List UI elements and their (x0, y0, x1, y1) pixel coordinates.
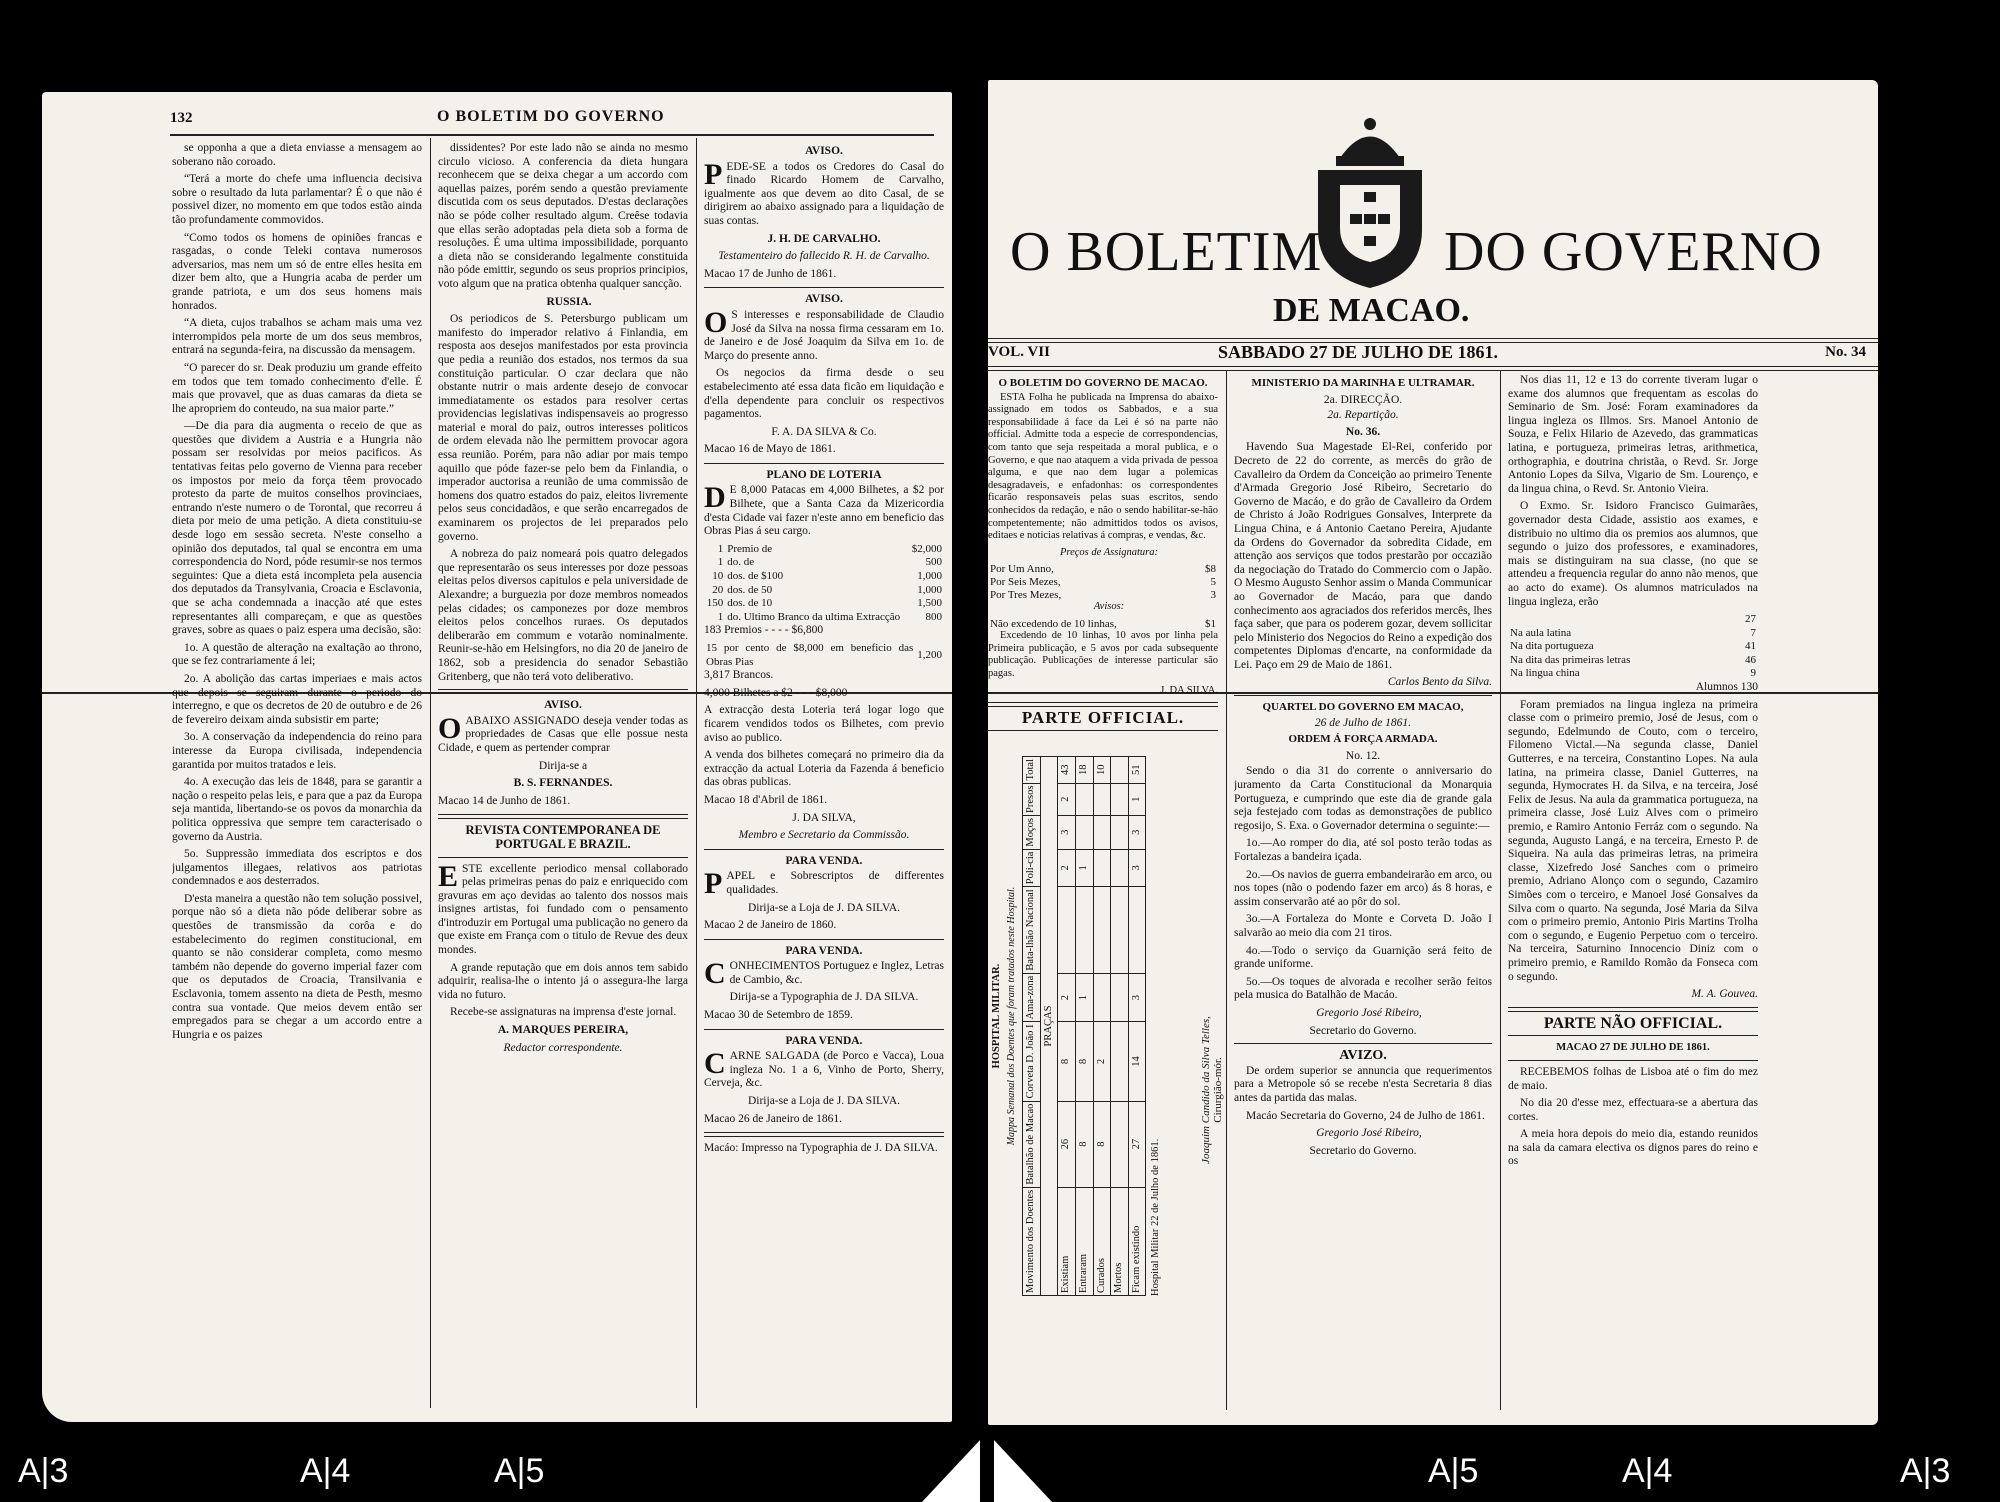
column-rule (696, 138, 697, 1408)
right-page (988, 80, 1878, 1425)
column-rule (1226, 370, 1227, 1410)
article-column-2 (438, 142, 688, 1412)
price-row: Por Seis Mezes, 5 (990, 575, 1216, 588)
article-column-1 (172, 142, 422, 1412)
hospital-row: Entraram 8 8 1 1 18 (1075, 756, 1093, 1295)
header-rule (170, 134, 934, 136)
paragraph: 2o. A abolição das cartas imperiaes e mais actos que depois se seguiram durante o periodo do interregno, e que os decretos de 20 de outubro e de 26 de fevereiro deixam ainda subsistir em parte; (172, 672, 422, 726)
film-label: A|5 (494, 1452, 545, 1490)
issue-date: SABBADO 27 DE JULHO DE 1861. (1218, 342, 1499, 362)
paragraph: “A dieta, cujos trabalhos se acham mais uma vez interrompidos pela morte de um dos seus membros, entrará na segunda-feira, na discussão da mensagem. (172, 317, 422, 357)
volume: VOL. VII (988, 344, 1050, 360)
paragraph: RECEBEMOS folhas de Lisboa até o fim do mez de maio. (1508, 1065, 1758, 1092)
plano-loteria: PLANO DE LOTERIA D E 8,000 Patacas em 4,000 Bilhetes, a $2 por Bilhete, que a Santa Caza da Mizericordia d'esta Cidade vai fazer n'este anno em beneficio das Obras Pias á seu cargo. 1 Premio de $2,000 1 do. de 500 10 dos. de $100 1,000 20 dos. de 50 1,000 150 dos. de 10 1,500 1 do. Ultimo Branco da ultima Extracção 800 183 Premios - - - - $6,800 15 por cento de $8,000 em beneficio das Obras Pias 1,200 3,817 Brancos. 4,000 Bilhetes a $2 - - - $8,000 A extracção desta Loteria terá logar logo que ficarem vendidos todos os Bilhetes, com previo aviso ao publico. A venda dos bilhetes começará no primeiro dia da extracção da actual Loteria da Fazenda á beneficio das obras publicas. Macao 18 d'Abril de 1861. J. DA SILVA, Membro e Secretario da Commissão. (704, 468, 944, 842)
price-row: Por Tres Mezes, 3 (990, 588, 1216, 601)
hospital-row: Ficam existindo 27 14 3 3 3 1 51 (1128, 756, 1146, 1295)
column-rule (430, 138, 431, 1408)
masthead-left: O BOLETIM (1010, 221, 1323, 283)
paragraph: A meia hora depois do meio dia, estando reunidos na sala da camara electiva os dignos pares do reino e os (1508, 1128, 1758, 1168)
film-label: A|3 (1900, 1452, 1951, 1490)
paragraph: “O parecer do sr. Deak produziu um grande effeito em todos que tem tomado conhecimento d'elle. É mais que provavel, que as duas camaras da dieta se lhe apropriem do conteudo, na sua maior parte.” (172, 361, 422, 415)
masthead-right: DO GOVERNO (1444, 221, 1823, 283)
students-row: Na lingua china 9 (1510, 667, 1756, 680)
film-label: A|4 (1622, 1452, 1673, 1490)
left-page (42, 92, 952, 1422)
paragraph: 4o. A execução das leis de 1848, para se garantir a nação o respeito pelas leis, e para que a paz da Europa seja mantida, libertando-se os povos da monarchia da politica oppressiva que sempre tem caracterisado o governo da Austria. (172, 776, 422, 843)
parte-nao-official-heading: PARTE NÃO OFFICIAL. (1543, 1014, 1723, 1032)
venda-papel: PARA VENDA. P APEL e Sobrescriptos de differentes qualidades. Dirija-se a Loja de J. DA SILVA. Macao 2 de Janeiro de 1860. (704, 854, 944, 932)
students-row: Na aula latina 7 (1510, 626, 1756, 639)
parte-official-heading: PARTE OFFICIAL. (1021, 708, 1185, 728)
paragraph: O Exmo. Sr. Isidoro Francisco Guimarães, governador desta Cidade, assistio aos exames, e distribuio no ultimo dia os premios aos alumnos, que segundo o juizo dos professores, e examinadores, mais se distinguiram na sua classe, (no que se attendeu a frequencia regular do anno não menos, que ao acto do exame). Os alumnos matriculados na lingua ingleza, erão (1508, 500, 1758, 608)
paragraph: dissidentes? Por este lado não se ainda no mesmo circulo vicioso. A conferencia da dieta hungara reconhecem que se deixa chegar a um accordo com aquellas paizes, porém sendo a questão previamente discutida com os seus deputados. D'estas declarações não se póde colher resultado algum. Creêse todavia que ellas serão adoptadas pela dieta sob a forma de resoluções. É uma ultima impossibilidade, porquanto a dieta não se considerando legalmente constituida não póde emittir, segundo os seus proprios principios, voto algum que na pratica obtenha qualquer sancção. (438, 142, 688, 290)
prize-row: 20 dos. de 50 1,000 (712, 583, 942, 596)
coat-of-arms-icon (1310, 110, 1430, 290)
venda-conhecimentos: PARA VENDA. C ONHECIMENTOS Portuguez e Inglez, Letras de Cambio, &c. Dirija-se a Typographia de J. DA SILVA. Macao 30 de Setembro de 1859. (704, 944, 944, 1022)
students-row: 27 (1745, 613, 1756, 626)
prize-row: 1 do. de 500 (717, 556, 942, 569)
doctor-role: Cirurgião-mór. (1212, 1057, 1224, 1123)
paragraph: se opponha a que a dieta enviasse a mensagem ao soberano não coroado. (172, 142, 422, 168)
official-column: MINISTERIO DA MARINHA E ULTRAMAR. 2a. DIRECÇÃO. 2a. Repartição. No. 36. Havendo Sua Magestade El-Rei, conferido por Decreto de 22 do corrente, as mercês do grão de Cavalleiro da Ordem da Conceição ao primeiro Tenente d'Armada Gregorio José Ribeiro, Secretario do Governo de Macáo, e do grão de Cavalleiro da Ordem de Christo á João Rodrigues Gonsalves, Interprete da Lingua China, e á Antonio Caetano Pereira, Ajudante da Ordens do Governador da sobredita Cidade, em attenção aos serviços que todos prestarão por occazião da negociação do Tratado do Commercio com o Japão. O Mesmo Augusto Senhor assim o Manda Communicar ao Governador de Macáo, para que dando conhecimento aos agraciados dos referidos mercês, lhes faça saber, que para os poderem gozar, devem sollicitar pelo Ministerio dos Negocios do Reino a expedição dos competentes Diplomas d'encarte, na conformidade da Lei. Paço em 29 de Maio de 1861. Carlos Bento da Silva. QUARTEL DO GOVERNO EM MACAO, 26 de Julho de 1861. ORDEM Á FORÇA ARMADA. No. 12. Sendo o dia 31 do corrente o anniversario do juramento da Carta Constitucional da Monarquia Portugueza, e cumprindo que este dia de grande gala seja festejado com todas as demonstrações de publico regosijo, S. Exa. o Governador determina o seguinte:— 1o.—Ao romper do dia, até sol posto terão todas as Fortalezas a bandeira içada. 2o.—Os navios de guerra embandeirarão em arco, ou nos topes (não o podendo fazer em arco) ás 8 horas, e assim conservarão até ao pôr do sol. 3o.—A Fortaleza do Monte e Corveta D. João I salvarão ao meio dia com 21 tiros. 4o.—Todo o serviço da Guarnição será feito de grande uniforme. 5o.—Os toques de alvorada e recolher serão feitos pela musica do Batalhão de Macáo. Gregorio José Ribeiro, Secretario do Governo. AVIZO. De ordem superior se annuncia que requerimentos para a Metropole só se recebe n'esta Secretaria 8 dias antes da partida das malas. Macáo Secretaria do Governo, 24 de Julho de 1861. Gregorio José Ribeiro, Secretario do Governo. (1234, 377, 1492, 1157)
venda-carne: PARA VENDA. C ARNE SALGADA (de Porco e Vacca), Loua ingleza No. 1 a 6, Vinho de Porto, Sherry, Cerveja, &c. Dirija-se a Loja de J. DA SILVA. Macao 26 de Janeiro de 1861. (704, 1034, 944, 1125)
paragraph: Os periodicos de S. Petersburgo publicam um manifesto do imperador relativo á Finlandia, em resposta aos desejos manifestados por esta provincia que pedia a reunião dos estados, nos termos da sua constituição particular. O czar declara que não obstante nutrir o mais ardente desejo de convocar immediatamente os estados para resolver certas providencias legislativas indispensaveis ao progresso material e moral do paiz, outros interesses politicos de ordem elevada não lhe permittem provocar agora essa reunião. Porém, para não adiar por mais tempo aquillo que póde fazer-se pelo bem da Finlandia, o imperador auctorisa a reunião de uma commissão de homens dos quatro estados do paiz, eleitos livremente pelos seus concidadãos, e que serão encarregados de examinarem os projectos de lei preparados pelo governo. (438, 313, 688, 543)
aviso-carvalho: AVISO. P EDE-SE a todos os Credores do Casal do finado Ricardo Homem de Carvalho, igualmente aos que devem ao dito Casal, de se dirigirem ao abaixo assignado para a liquidação de suas contas. J. H. DE CARVALHO. Testamenteiro do fallecido R. H. de Carvalho. Macao 17 de Junho de 1861. (704, 145, 944, 280)
hospital-row: Existiam 26 8 2 2 3 2 43 (1058, 756, 1076, 1295)
students-row: Na dita portugueza 41 (1510, 640, 1756, 653)
film-label: A|4 (300, 1452, 351, 1490)
doctor-name: Joaquim Candido da Silva Telles, (1200, 1016, 1212, 1164)
column-rule (1500, 370, 1501, 1410)
page-number: 132 (170, 110, 193, 126)
paragraph: RUSSIA. (546, 295, 592, 308)
hospital-table-wrapper: HOSPITAL MILITAR. Mappa Semanal dos Doentes que foram tratados neste Hospital. Movimento dos Doentes Batalhão de Macao Corveta D. João I Ama-zona Bata-lhão Nacional Poli-cia Moços Presos Total PRAÇAS Existiam 26 8 2 2 3 2 43 Entraram 8 8 1 1 18 Curados 8 2 10 Mortos Ficam existindo 27 14 3 3 3 1 51 Hospital Militar 22 de Julho de 1861. (988, 736, 1218, 1296)
issue-number: No. 34 (1825, 344, 1866, 360)
paragraph: D'esta maneira a questão não tem solução possivel, porque não só a dieta não póde deliberar sobre as questões de transmissão da corôa e do estabelecimento do regimen constitucional, em quanto se não considerar completa, como mesmo também não depende do governo imperial fazer com que os deputados de Croacia, Transilvania e Esclavonia, tomem assento na dieta de Pesth, mesmo contra sua vontade. Que meios devem então ser empregados para se chegar a um accordo entre a Hungria e os paizes (172, 892, 422, 1041)
film-label: A|3 (18, 1452, 69, 1490)
revista-contemporanea: REVISTA CONTEMPORANEA DE PORTUGAL E BRAZIL. E STE excellente periodico mensal collaborado pelas primeiras penas do paiz e enriquecido com gravuras em aço devidas ao talento dos nossos mais insignes artistas, foi fundado com o pensamento d'introduzir em Portugal uma publicação no genero da que existe em França com o titulo de Revue des deux mondes. A grande reputação que em dois annos tem sabido adquirir, realisa-lhe o intento já o assegura-lhe larga vida no futuro. Recebe-se assignaturas na imprensa d'este jornal. A. MARQUES PEREIRA, Redactor correspondente. (438, 823, 688, 1054)
order-item: 1o.—Ao romper do dia, até sol posto terão todas as Fortalezas a bandeira içada. (1234, 837, 1492, 863)
imprint: Macáo: Impresso na Typographia de J. DA SILVA. (704, 1142, 938, 1155)
paragraph: Nos dias 11, 12 e 13 do corrente tiveram lugar o exame dos alumnos que frequentam as escolas do Seminario de Sm. José: Foram examinadores da lingua ingleza os Illmos. Srs. Manoel Antonio de Souza, e Felix Hilario de Azevedo, das grammaticas latina, e portugueza, primeiras letras, arithmetica, orthographia, e doutrina christãa, o Revd. Sr. Jorge Antonio Lopes da Silva, Vigario de Sm. Lourenço, e da lingua china, o Revd. Sr. Antonio Vieira. (1508, 374, 1758, 495)
order-item: 3o.—A Fortaleza do Monte e Corveta D. João I salvarão ao meio dia com 21 tiros. (1234, 913, 1492, 939)
about-column: O BOLETIM DO GOVERNO DE MACAO. ESTA Folha he publicada na Imprensa do abaixo-assignado em todos os Sabbados, e a sua responsabilidade á face da Lei é só na parte não official. Admitte toda a especie de correspondencias, com tanto que seja respeitada a moral publica, e o Governo, e que nao ataquem a vida privada de pessoa alguma, e que nao dem lugar a polemicas desagradaveis, e enfadonhas: os correspondentes ficarão responsaveis pelas suas escritos, sendo conhecidos da redação, e não o sendo habilitar-se-hão competentemente; não admittidos todos os avisos, editaes e noticias relativas á compras, e vendas, &c. Preços de Assignatura: Por Um Anno, $8 Por Seis Mezes, 5 Por Tres Mezes, 3 Avisos: Não excedendo de 10 linhas, $1 Excedendo de 10 linhas, 10 avos por linha pela Primeira publicação, e 5 avos por cada subsequente publicação. Publicações de interesse particular são pagas. J. DA SILVA. PARTE OFFICIAL. HOSPITAL MILITAR. Mappa Semanal dos Doentes que foram tratados neste Hospital. Movimento dos Doentes Batalhão de Macao Corveta D. João I Ama-zona Bata-lhão Nacional Poli-cia Moços Presos Total PRAÇAS Existiam 26 8 2 2 3 2 43 Entraram 8 8 1 1 18 Curados 8 2 10 Mortos Ficam existindo 27 14 3 3 3 1 51 Hospital Militar 22 de Julho de 1861. (988, 377, 1218, 1296)
students-table (1508, 613, 1758, 681)
fold-marker-icon (922, 1440, 1052, 1502)
hospital-row: Curados 8 2 10 (1093, 756, 1111, 1295)
paragraph: 3o. A conservação da independencia do reino para interesse da Europa civilisada, independencia garantida por muitos tratados e leis. (172, 731, 422, 771)
paragraph: 1o. A questão de alteração na exaltação ao throno, que se fez contrariamente á lei; (172, 641, 422, 668)
order-item: 2o.—Os navios de guerra embandeirarão em arco, ou nos topes (não o podendo fazer em arco) ás 8 horas, e assim conservarão até ao pôr do sol. (1234, 868, 1492, 908)
prize-table (704, 543, 944, 625)
ads-column (704, 142, 944, 1412)
paragraph: No dia 20 d'esse mez, effectuara-se a abertura das cortes. (1508, 1097, 1758, 1123)
masthead-subtitle: DE MACAO. (1273, 292, 1470, 329)
news-column: Nos dias 11, 12 e 13 do corrente tiveram lugar o exame dos alumnos que frequentam as escolas do Seminario de Sm. José: Foram examinadores da lingua ingleza os Illmos. Srs. Manoel Antonio de Souza, e Felix Hilario de Azevedo, das grammaticas latina, e portugueza, primeiras letras, arithmetica, orthographia, e doutrina christãa, o Revd. Sr. Jorge Antonio Lopes da Silva, Vigario de Sm. Lourenço, e da lingua china, o Revd. Sr. Antonio Vieira. O Exmo. Sr. Isidoro Francisco Guimarães, governador desta Cidade, assistio aos exames, e distribuio no ultimo dia os premios aos alumnos, que segundo o juizo dos professores, e examinadores, mais se distinguiram na sua classe, (no que se attendeu a frequencia regular do anno não menos, que ao acto do exame). Os alumnos matriculados na lingua ingleza, erão 27 Na aula latina 7 Na dita portugueza 41 Na dita das primeiras letras 46 Na lingua china 9 Alumnos 130 Foram premiados na lingua ingleza na primeira classe com o primeiro premio, José de Jesus, com o segundo, Edelmundo de Couto, com o terceiro, Filomeno Victal.—Na segunda classe, Daniel Gutterres, e na terceira, Constantino Lopes. Na aula latina, na primeira classe, Daniel Gutterres, na segunda, Hymocrates H. da Silva, e na terceira, José Felix de Jesus. Na aula da grammatica portugueza, na primeira classe, José Luiz Alves com o primeiro premio, e Ramiro Antonio Ferráz com o segundo. Na segunda, Augusto Langá, e na terceira, Ernesto P. de Siqueira. Na aula das primeiras letras, na primeira classe, Xizefredo José Sanches com o primeiro premio, Adriano Alonço com o segundo, Cazamiro Simões com o terceiro, e Manoel José Gonsalves da Silva com o quarto. Na segunda, José Maria da Silva com o primeiro premio, Antonio Piris Martins Trolha com o segundo, e Eugenio Perpetuo com o terceiro. Na terceira, Saturnino Innocencio Diniz com o primeiro premio, e Ramildo Romão da Fonseca com o segundo. M. A. Gouvea. PARTE NÃO OFFICIAL. MACAO 27 DE JULHO DE 1861. RECEBEMOS folhas de Lisboa até o fim do mez de maio. No dia 20 d'esse mez, effectuara-se a abertura das cortes. A meia hora depois do meio dia, estando reunidos na sala da camara electiva os dignos pares do reino e os (1508, 374, 1758, 1168)
hospital-table: Movimento dos Doentes Batalhão de Macao Corveta D. João I Ama-zona Bata-lhão Nacional Poli-cia Moços Presos Total PRAÇAS Existiam 26 8 2 2 3 2 43 Entraram 8 8 1 1 18 Curados 8 2 10 Mortos Ficam existindo 27 14 3 3 3 1 51 (1022, 756, 1146, 1296)
order-item: 4o.—Todo o serviço da Guarnição será feito de grande uniforme. (1234, 944, 1492, 971)
doctor-signature-wrapper (1200, 900, 1224, 1280)
order-item: 5o.—Os toques de alvorada e recolher serão feitos pela musica do Batalhão de Macáo. (1234, 975, 1492, 1002)
price-table (988, 563, 1218, 601)
paragraph: 5o. Suppressão immediata dos escriptos e dos julgamentos illegaes, relativos aos patriotas condemnados e aos desterrados. (172, 848, 422, 888)
running-head: O BOLETIM DO GOVERNO (437, 108, 665, 125)
paragraph: —De dia para dia augmenta o receio de que as questões que dividem a Austria e a Hungria não possam ser resolvidas por meios pacificos. As tentativas feitas pelo governo de Vienna para receber os impostos por meio da força têem provocado protesto da parte de muitos conselhos provinciaes, entrando n'este numero o de Torontal, que recorreu á dieta por meio de uma petição. A dieta constituiu-se desde logo em sessão secreta. N'este conselho a opinião dos deputados, tal qual se encontra em uma correspondencia do Nord, póde resumir-se nos termos seguintes: Que a dieta está incompleta pela ausencia dos deputados da Transylvania, Croacia e Esclavonia, que se acha condemnada a inacção até que estes representantes alli compareçam, e que as questões graves, sobre as quaes o paiz espera uma decisão, são: (172, 420, 422, 637)
hospital-header-row: Movimento dos Doentes Batalhão de Macao Corveta D. João I Ama-zona Bata-lhão Nacional Poli-cia Moços Presos Total (1023, 756, 1041, 1295)
aviso-fernandes: AVISO. O ABAIXO ASSIGNADO deseja vender todas as propriedades de Casas que elle possue nesta Cidade, e quem as pertender comprar Dirija-se a B. S. FERNANDES. Macao 14 de Junho de 1861. (438, 699, 688, 807)
aviso-silva: AVISO. O S interesses e responsabilidade de Claudio José da Silva na nossa firma cessaram em 1o. de Janeiro e de José Joaquim da Silva em 1o. de Março do presente anno. Os negocios da firma desde o seu estabelecimento até essa data ficão em liquidação e d'ella dependente para concluir os respectivos pagamentos. F. A. DA SILVA & Co. Macao 16 de Mayo de 1861. (704, 293, 944, 456)
paragraph: A nobreza do paiz nomeará pois quatro delegados que representarão os seus interesses por doze pessoas eleitas pelos diversos capitulos e pela universidade de Alexandre; a burguezia por doze membros nomeados pelas cidades; os camponezes por doze membros eleitos pelos concelhos ruraes. Os deputados deliberarão em commum e votarão nominalmente. Reunir-se-hão em Helsingfors, no dia 20 de janeiro de 1862, sob a presidencia do senador Sebastião Gritenberg, que não terá voto deliberativo. (438, 548, 688, 683)
prize-row: 10 dos. de $100 1,000 (712, 570, 942, 583)
masthead-rule (988, 366, 1878, 371)
prize-row: 1 do. Ultimo Branco da ultima Extracção 800 (717, 610, 942, 623)
prize-row: 1 Premio de $2,000 (717, 542, 942, 555)
students-row: Na dita das primeiras letras 46 (1510, 653, 1756, 666)
hospital-row: Mortos (1111, 756, 1129, 1295)
prize-row: 150 dos. de 10 1,500 (706, 597, 942, 610)
price-row: Por Um Anno, $8 (990, 563, 1216, 576)
film-label: A|5 (1428, 1452, 1479, 1490)
paragraph: “Como todos os homens de opiniões francas e rasgadas, o conde Teleki contava numerosos adversarios, mas nem um só de entre elles hesita em dizer bem alto, que a Hungria acaba de perder um grande patriota, e um dos seus homens mais honrados. (172, 231, 422, 312)
paragraph: “Terá a morte do chefe uma influencia decisiva sobre o resultado da luta parlamentar? É o que não é possivel dizer, no momento em que todos estão ainda tão profundamente commovidos. (172, 173, 422, 226)
